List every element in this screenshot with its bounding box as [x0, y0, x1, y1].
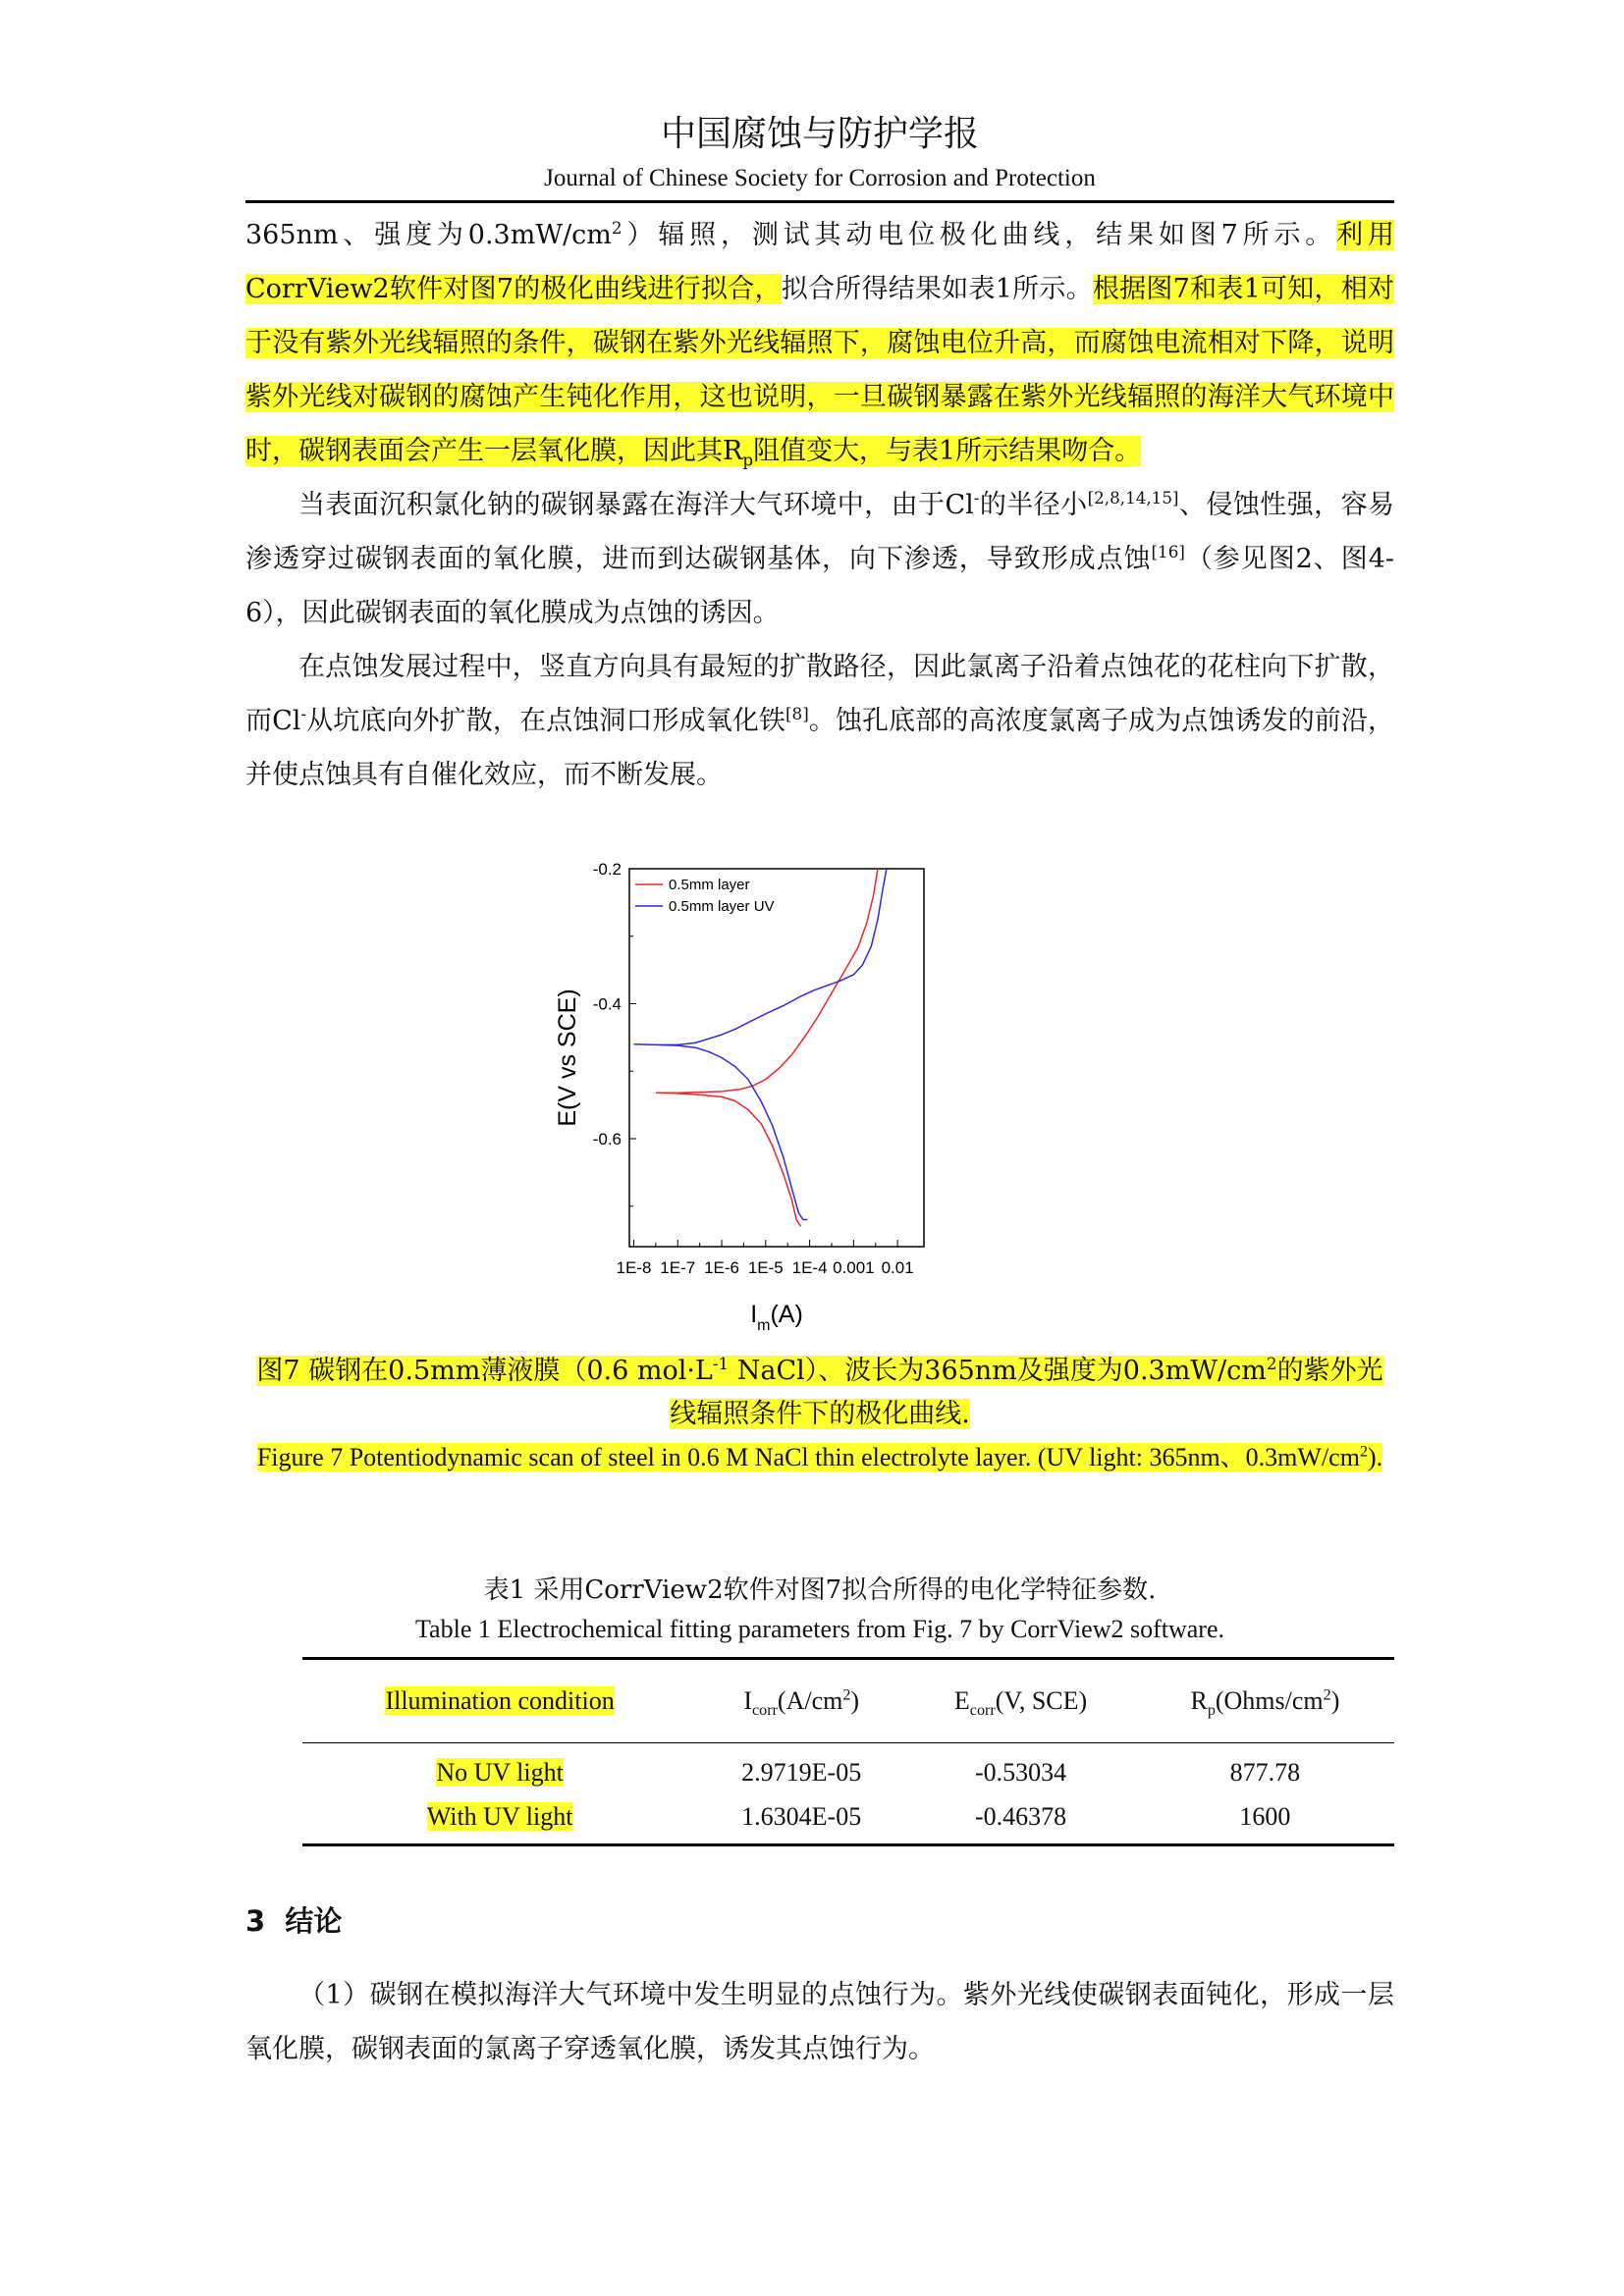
text-run: 365nm、强度为0.3mW/cm	[245, 220, 612, 250]
text-run: 从坑底向外扩散，在点蚀洞口形成氧化铁	[306, 706, 786, 736]
text-run: R	[1190, 1686, 1208, 1715]
cell-ecorr: -0.53034	[974, 1757, 1067, 1787]
conclusion-text: （1）碳钢在模拟海洋大气环境中发生明显的点蚀行为。紫外光线使碳钢表面钝化，形成一层氧化膜，碳钢表面的氯离子穿透氧化膜，诱发其点蚀行为。	[245, 1980, 1394, 2064]
highlighted-text	[256, 1356, 1382, 1429]
highlighted-text: Illumination condition	[385, 1686, 615, 1715]
table-title-en: Table 1 Electrochemical fitting parameters from Fig. 7 by CorrView2 software.	[414, 1615, 1224, 1643]
cell-condition	[302, 1743, 697, 1795]
journal-header	[245, 110, 1394, 194]
text-run: E	[953, 1686, 970, 1715]
header-ecorr	[905, 1659, 1136, 1743]
table-row	[302, 1743, 1394, 1795]
text-run: )	[1330, 1686, 1340, 1715]
x-tick-label: 1E-4	[791, 1258, 828, 1277]
superscript: -	[300, 704, 307, 723]
x-tick-label: 0.01	[881, 1258, 914, 1277]
text-run: 。蚀孔底部的高浓度氯离子成为点蚀诱发的前沿，并使点蚀具有自催化效应，而不断发展。	[245, 706, 1395, 790]
fitting-parameters-table	[302, 1657, 1394, 1846]
text-run: 阻值变大，与表1所示结果吻合。	[753, 436, 1142, 466]
table-title-cn: 表1 采用CorrView2软件对图7拟合所得的电化学特征参数.	[483, 1575, 1157, 1605]
superscript: 2	[1323, 1686, 1331, 1704]
table-row	[302, 1794, 1394, 1845]
subscript: corr	[969, 1702, 996, 1720]
cell-rp: 877.78	[1229, 1757, 1301, 1787]
paragraph-1	[245, 208, 1394, 478]
table-header-row	[302, 1659, 1394, 1743]
text-run: （参见图2、图4-6），因此碳钢表面的氧化膜成为点蚀的诱因。	[245, 544, 1394, 628]
cell-icorr: 1.6304E-05	[697, 1794, 905, 1845]
subscript: p	[742, 450, 754, 470]
header-divider	[245, 200, 1394, 203]
plot-frame	[629, 869, 924, 1247]
text-run: (V, SCE)	[995, 1686, 1088, 1715]
y-tick-label: -0.6	[592, 1130, 622, 1148]
superscript: 2	[842, 1686, 851, 1704]
y-tick-label: -0.4	[592, 994, 622, 1014]
text-run: 当表面沉积氯化钠的碳钢暴露在海洋大气环境中，由于Cl	[298, 490, 974, 520]
section-heading	[245, 1899, 342, 1943]
text-run: ）辐照，测试其动电位极化曲线，结果如图7所示。	[622, 220, 1337, 250]
text-run: 、侵蚀性强，容易渗透穿过碳钢表面的氧化膜，进而到达碳钢基体，向下渗透，导致形成点蚀	[245, 490, 1395, 574]
body-text	[245, 208, 1394, 802]
text-run: Figure 7 Potentiodynamic scan of steel in 0.6 M NaCl thin electrolyte layer. (UV light: 365nm、0.3mW/cm	[256, 1443, 1360, 1471]
highlighted-text	[257, 1443, 1382, 1471]
x-tick-label: 1E-6	[704, 1258, 739, 1277]
citation: [8]	[785, 704, 809, 723]
x-axis-label	[750, 1301, 803, 1334]
header-rp	[1136, 1659, 1394, 1743]
highlighted-text: No UV light	[436, 1757, 564, 1787]
text-run: ).	[1368, 1443, 1383, 1471]
text-run: 的半径小	[979, 490, 1088, 520]
figure-caption-cn	[245, 1350, 1394, 1436]
text-run: )	[850, 1686, 860, 1715]
legend-label: 0.5mm layer	[669, 877, 750, 893]
x-tick-label: 1E-5	[747, 1258, 784, 1277]
x-tick-label: 1E-8	[616, 1258, 652, 1277]
conclusion-paragraph	[245, 1968, 1394, 2076]
text-run: (A/cm	[777, 1686, 843, 1715]
paragraph-3	[245, 640, 1394, 802]
figure-caption-en	[245, 1436, 1394, 1479]
superscript: -	[973, 488, 980, 507]
text-run: 根据图7和表1可知，相对于没有紫外光线辐照的条件，碳钢在紫外光线辐照下，腐蚀电位升高，而腐蚀电流相对下降，说明紫外光线对碳钢的腐蚀产生钝化作用，这也说明，一旦碳钢暴露在紫外光线辐照的海洋大气环境中时，碳钢表面会产生一层氧化膜，因此其R	[245, 274, 1394, 466]
x-axis-label-sub: m	[757, 1317, 771, 1334]
legend-label: 0.5mm layer UV	[669, 898, 775, 915]
text-run: 的紫外光线辐照条件下的极化曲线.	[670, 1356, 1383, 1429]
cell-condition	[302, 1794, 697, 1845]
text-run: (Ohms/cm	[1215, 1686, 1324, 1715]
y-tick-label: -0.2	[592, 860, 622, 879]
highlighted-text: 利用CorrView2软件对图7的极化曲线进行拟合，	[245, 220, 1395, 304]
citation: [16]	[1151, 542, 1185, 561]
header-condition	[302, 1659, 697, 1743]
text-run: NaCl）、波长为365nm及强度为0.3mW/cm	[729, 1356, 1267, 1386]
table-caption	[245, 1571, 1394, 1649]
figure-7	[550, 844, 1100, 1335]
text-run: I	[743, 1686, 752, 1715]
cell-rp: 1600	[1136, 1794, 1394, 1845]
cell-ecorr: -0.46378	[905, 1794, 1136, 1845]
x-axis-label-main: I	[750, 1301, 758, 1328]
header-icorr	[697, 1659, 905, 1743]
y-axis-label: E(V vs SCE)	[554, 988, 581, 1127]
x-tick-label: 1E-7	[660, 1258, 696, 1277]
polarization-chart	[550, 844, 1100, 1335]
journal-title-cn: 中国腐蚀与防护学报	[660, 114, 979, 154]
subscript: p	[1207, 1702, 1216, 1720]
paragraph-2	[245, 478, 1394, 640]
superscript: 2	[611, 218, 623, 238]
cell-icorr: 2.9719E-05	[741, 1757, 862, 1787]
x-tick-label: 0.001	[833, 1258, 875, 1277]
citation: [2,8,14,15]	[1087, 488, 1179, 507]
superscript: -1	[712, 1354, 730, 1373]
subscript: corr	[751, 1702, 778, 1720]
superscript: 2	[1359, 1443, 1368, 1461]
text-run: 拟合所得结果如表1所示。	[781, 274, 1093, 304]
text-run: 图7 碳钢在0.5mm薄液膜（0.6 mol·L	[256, 1356, 713, 1386]
text-run: 在点蚀发展过程中，竖直方向具有最短的扩散路径，因此氯离子沿着点蚀花的花柱向下扩散，而Cl	[245, 652, 1394, 736]
section-number: 3	[245, 1904, 266, 1938]
x-axis-label-unit: (A)	[770, 1301, 803, 1328]
superscript: 2	[1266, 1354, 1277, 1373]
journal-title-en: Journal of Chinese Society for Corrosion and Protection	[544, 165, 1096, 191]
figure-caption	[245, 1350, 1394, 1479]
series-line-2	[634, 869, 887, 1220]
highlighted-text: With UV light	[426, 1801, 573, 1831]
section-title: 结论	[285, 1904, 343, 1938]
